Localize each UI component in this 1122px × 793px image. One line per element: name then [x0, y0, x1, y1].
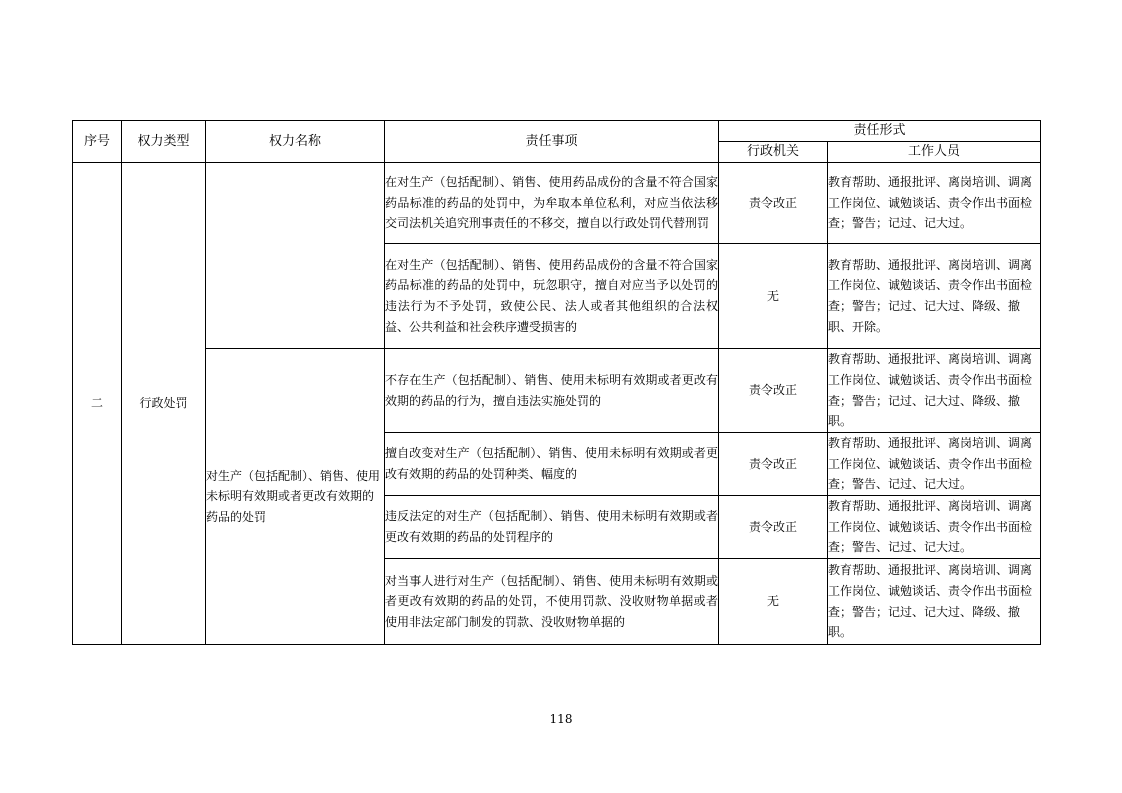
responsibility-item-cell: 在对生产（包括配制）、销售、使用药品成份的含量不符合国家药品标准的药品的处罚中，玩忽职守，擅自对应当予以处罚的违法行为不予处罚，致使公民、法人或者其他组织的合法权益、公共利益和社会秩序遭受损害的 — [385, 244, 719, 349]
staff-cell: 教育帮助、通报批评、离岗培训、调离工作岗位、诚勉谈话、责令作出书面检查；警告；记过、记大过、降级、撤职、开除。 — [828, 244, 1041, 349]
staff-cell: 教育帮助、通报批评、离岗培训、调离工作岗位、诚勉谈话、责令作出书面检查；警告；记过、记大过、降级、撤职。 — [828, 349, 1041, 433]
header-seq: 序号 — [73, 121, 122, 163]
responsibility-table — [72, 120, 1041, 645]
page-number: 118 — [549, 712, 573, 726]
admin-agency-cell: 无 — [719, 244, 828, 349]
admin-agency-cell: 责令改正 — [719, 163, 828, 244]
power-name-cell-empty — [206, 163, 385, 349]
table-row — [73, 163, 1041, 244]
power-name-cell: 对生产（包括配制）、销售、使用未标明有效期或者更改有效期的药品的处罚 — [206, 349, 385, 645]
header-power-type: 权力类型 — [122, 121, 206, 163]
admin-agency-cell: 无 — [719, 559, 828, 645]
responsibility-item-cell: 违反法定的对生产（包括配制）、销售、使用未标明有效期或者更改有效期的药品的处罚程序的 — [385, 496, 719, 559]
header-staff: 工作人员 — [828, 142, 1041, 163]
staff-cell: 教育帮助、通报批评、离岗培训、调离工作岗位、诚勉谈话、责令作出书面检查；警告；记过、记大过。 — [828, 163, 1041, 244]
header-responsibility-item: 责任事项 — [385, 121, 719, 163]
admin-agency-cell: 责令改正 — [719, 349, 828, 433]
seq-cell: 二 — [73, 163, 122, 645]
table-row — [73, 349, 1041, 433]
staff-cell: 教育帮助、通报批评、离岗培训、调离工作岗位、诚勉谈话、责令作出书面检查；警告、记过、记大过。 — [828, 433, 1041, 496]
header-admin-agency: 行政机关 — [719, 142, 828, 163]
admin-agency-cell: 责令改正 — [719, 496, 828, 559]
power-type-cell: 行政处罚 — [122, 163, 206, 645]
responsibility-item-cell: 擅自改变对生产（包括配制）、销售、使用未标明有效期或者更改有效期的药品的处罚种类、幅度的 — [385, 433, 719, 496]
responsibility-item-cell: 不存在生产（包括配制）、销售、使用未标明有效期或者更改有效期的药品的行为，擅自违法实施处罚的 — [385, 349, 719, 433]
responsibility-item-cell: 在对生产（包括配制）、销售、使用药品成份的含量不符合国家药品标准的药品的处罚中，为牟取本单位私利，对应当依法移交司法机关追究刑事责任的不移交，擅自以行政处罚代替刑罚 — [385, 163, 719, 244]
header-row-1 — [73, 121, 1041, 142]
header-responsibility-form: 责任形式 — [719, 121, 1041, 142]
staff-cell: 教育帮助、通报批评、离岗培训、调离工作岗位、诚勉谈话、责令作出书面检查；警告；记过、记大过、降级、撤职。 — [828, 559, 1041, 645]
admin-agency-cell: 责令改正 — [719, 433, 828, 496]
header-power-name: 权力名称 — [206, 121, 385, 163]
staff-cell: 教育帮助、通报批评、离岗培训、调离工作岗位、诚勉谈话、责令作出书面检查；警告、记过、记大过。 — [828, 496, 1041, 559]
responsibility-item-cell: 对当事人进行对生产（包括配制）、销售、使用未标明有效期或者更改有效期的药品的处罚，不使用罚款、没收财物单据或者使用非法定部门制发的罚款、没收财物单据的 — [385, 559, 719, 645]
